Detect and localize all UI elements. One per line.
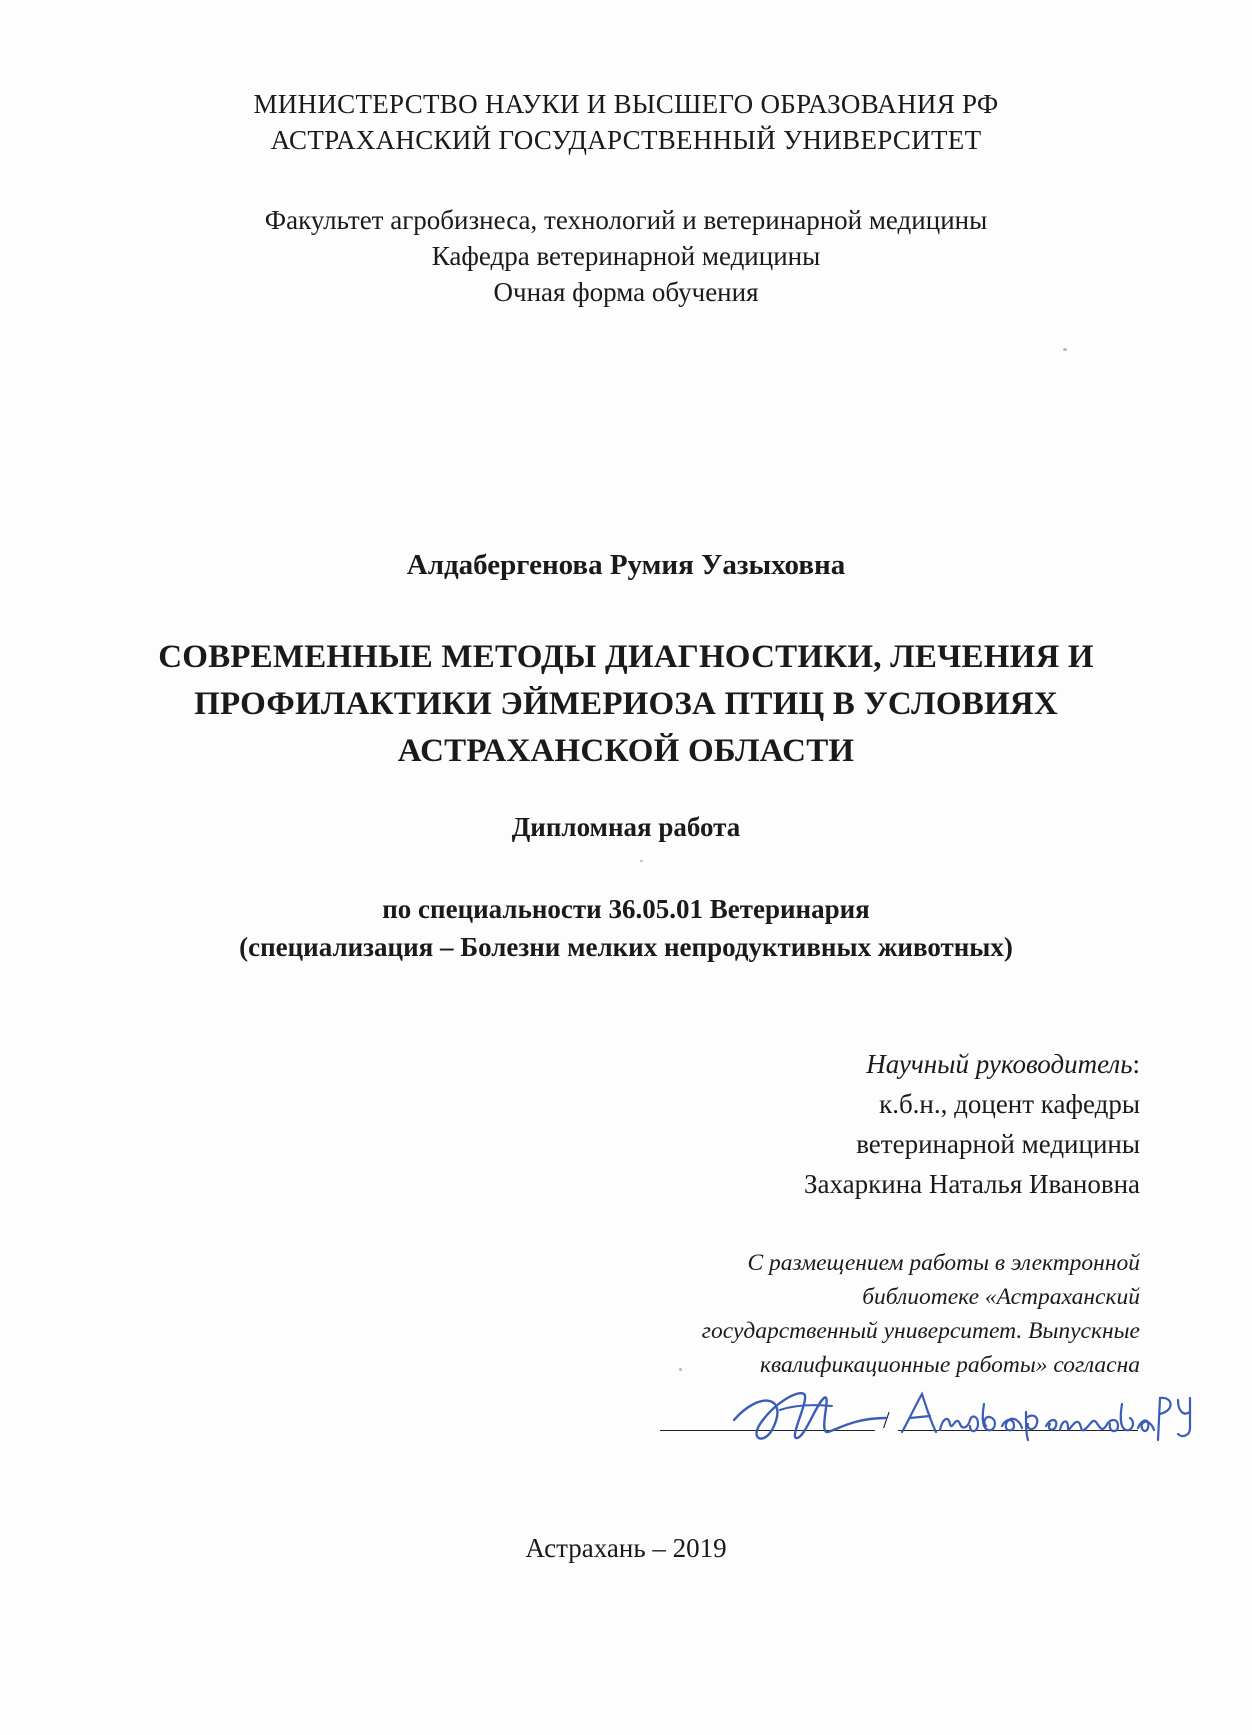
specialization-line: (специализация – Болезни мелких непродуктивных животных) [239, 932, 1013, 962]
supervisor-name: Захаркина Наталья Ивановна [804, 1169, 1140, 1199]
study-form: Очная форма обучения [493, 277, 759, 307]
signature-row [660, 1374, 1200, 1454]
university-name: АСТРАХАНСКИЙ ГОСУДАРСТВЕННЫЙ УНИВЕРСИТЕТ [270, 125, 982, 155]
consent-line: государственный университет. Выпускные [701, 1318, 1140, 1344]
signature-separator: / [883, 1408, 890, 1434]
consent-statement [702, 1246, 1140, 1382]
supervisor-role-line [804, 1044, 1140, 1084]
institution-header [0, 86, 1252, 158]
specialty-line: по специальности 36.05.01 Ветеринария [382, 894, 870, 924]
thesis-title [0, 634, 1252, 775]
department-name: Кафедра ветеринарной медицины [431, 241, 821, 271]
supervisor-department: ветеринарной медицины [856, 1129, 1140, 1159]
scan-speck [1063, 348, 1067, 351]
consent-line: квалификационные работы» согласна [759, 1352, 1140, 1378]
scan-speck [640, 860, 643, 862]
consent-line: С размещением работы в электронной [747, 1250, 1140, 1276]
scan-speck [679, 1368, 682, 1371]
handwritten-signature [720, 1380, 890, 1450]
city-year: Астрахань – 2019 [525, 1533, 727, 1563]
specialty-block [0, 890, 1252, 966]
work-type: Дипломная работа [511, 812, 741, 842]
faculty-name: Факультет агробизнеса, технологий и ветеринарной медицины [264, 205, 988, 235]
supervisor-degree: к.б.н., доцент кафедры [879, 1089, 1140, 1119]
supervisor-role-colon: : [1132, 1049, 1140, 1079]
ministry-name: МИНИСТЕРСТВО НАУКИ И ВЫСШЕГО ОБРАЗОВАНИЯ РФ [253, 89, 999, 119]
supervisor-block [804, 1044, 1140, 1204]
thesis-title-line: ПРОФИЛАКТИКИ ЭЙМЕРИОЗА ПТИЦ В УСЛОВИЯХ [194, 686, 1058, 722]
consent-line: библиотеке «Астраханский [862, 1284, 1140, 1310]
author-name: Алдабергенова Румия Уазыховна [406, 549, 846, 581]
handwritten-name [896, 1384, 1196, 1444]
faculty-block [0, 202, 1252, 310]
thesis-title-line: СОВРЕМЕННЫЕ МЕТОДЫ ДИАГНОСТИКИ, ЛЕЧЕНИЯ И [158, 639, 1094, 675]
thesis-title-line: АСТРАХАНСКОЙ ОБЛАСТИ [397, 733, 855, 769]
supervisor-role: Научный руководитель [866, 1049, 1133, 1079]
